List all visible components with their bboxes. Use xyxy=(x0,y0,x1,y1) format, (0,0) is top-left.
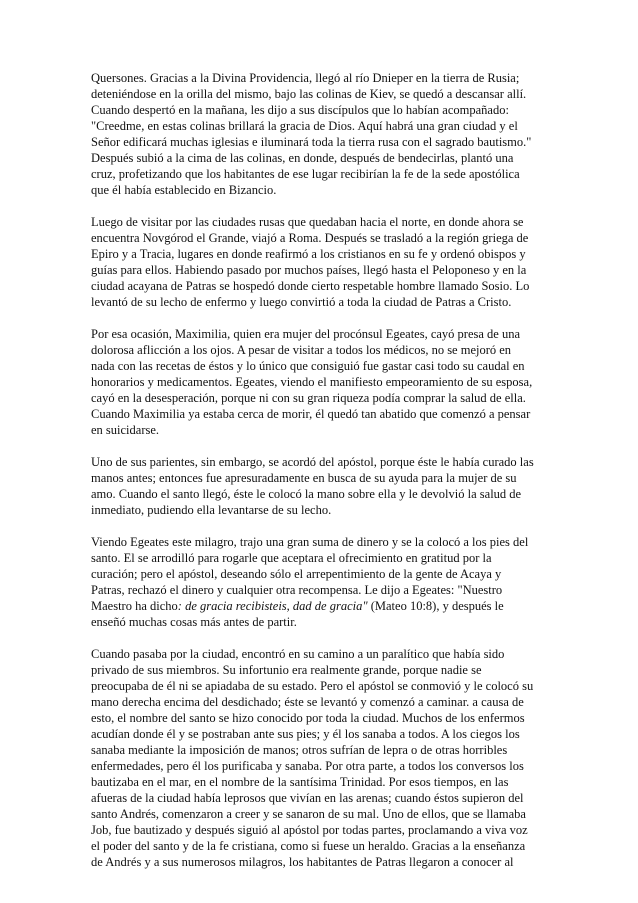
text-line: curación; pero el apóstol, deseando sólo el arrepentimiento de la gente de Acaya y xyxy=(91,567,502,581)
text-line: amo. Cuando el santo llegó, éste le colocó la mano sobre ella y le devolvió la salud de xyxy=(91,487,522,501)
text-line: cayó en la desesperación, porque ni con su gran riqueza podía comprar la salud de ella. xyxy=(91,391,526,405)
text-line: acudían donde él y se postraban ante sus pies; y él los sanaba a todos. A los ciegos los xyxy=(91,727,520,741)
text-line: privado de sus miembros. Su infortunio era realmente grande, porque nadie se xyxy=(91,663,482,677)
text-line: nada con las recetas de éstos y lo único que consiguió fue gastar casi todo su caudal en xyxy=(91,359,525,373)
text-line: de Andrés y a sus numerosos milagros, los habitantes de Patras llegaron a conocer al xyxy=(91,855,514,869)
text-line: ciudad acayana de Patras se hospedó donde cierto respetable hombre llamado Sosio. Lo xyxy=(91,279,530,293)
text-line: santo Andrés, comenzaron a creer y se sanaron de su mal. Uno de ellos, que se llamaba xyxy=(91,807,526,821)
paragraph-3 xyxy=(91,326,561,438)
text-line: enseñó muchas cosas más antes de partir. xyxy=(91,615,297,629)
text-line: bautizaba en el mar, en el nombre de la santísima Trinidad. Por esos tiempos, en las xyxy=(91,775,509,789)
text-line: Luego de visitar por las ciudades rusas que quedaban hacia el norte, en donde ahora se xyxy=(91,215,524,229)
document-page xyxy=(91,70,561,870)
text-line: dolorosa aflicción a los ojos. A pesar de visitar a todos los médicos, no se mejoró en xyxy=(91,343,512,357)
text-line: que él había establecido en Bizancio. xyxy=(91,183,277,197)
text-line: deteniéndose en la orilla del mismo, bajo las colinas de Kiev, se quedó a descansar allí. xyxy=(91,87,527,101)
text-line: Cuando pasaba por la ciudad, encontró en su camino a un paralítico que había sido xyxy=(91,647,505,661)
text-line: Después subió a la cima de las colinas, en donde, después de bendecirlas, plantó una xyxy=(91,151,514,165)
scripture-quote: : de gracia recibisteis, dad de gracia" xyxy=(177,599,368,613)
text-line: inmediato, pudiendo ella levantarse de su lecho. xyxy=(91,503,332,517)
text-line: santo. El se arrodilló para rogarle que aceptara el ofrecimiento en gratitud por la xyxy=(91,551,492,565)
text-line: encuentra Novgórod el Grande, viajó a Roma. Después se trasladó a la región griega de xyxy=(91,231,529,245)
text-line: Cuando despertó en la mañana, les dijo a sus discípulos que lo habían acompañado: xyxy=(91,103,509,117)
text-line: Patras, rechazó el dinero y cualquier otra recompensa. Le dijo a Egeates: "Nuestro xyxy=(91,583,503,597)
text-line: Por esa ocasión, Maximilia, quien era mujer del procónsul Egeates, cayó presa de una xyxy=(91,327,521,341)
text-line: Job, fue bautizado y después siguió al apóstol por todas partes, proclamando a viva voz xyxy=(91,823,528,837)
text-line: honorarios y medicamentos. Egeates, viendo el manifiesto empeoramiento de su esposa, xyxy=(91,375,533,389)
text-line: Quersones. Gracias a la Divina Providencia, llegó al río Dnieper en la tierra de Rusia; xyxy=(91,71,520,85)
text-line: Cuando Maximilia ya estaba cerca de morir, él quedó tan abatido que comenzó a pensar xyxy=(91,407,531,421)
paragraph-1 xyxy=(91,70,561,198)
quote-lead-text: Maestro ha dicho xyxy=(91,599,178,613)
text-line: guías para ellos. Habiendo pasado por muchos países, llegó hasta el Peloponeso y en la xyxy=(91,263,527,277)
paragraph-2 xyxy=(91,214,561,310)
text-line: el poder del santo y de la fe cristiana, como si fuese un heraldo. Gracias a la enseñanza xyxy=(91,839,526,853)
text-line: Viendo Egeates este milagro, trajo una gran suma de dinero y se la colocó a los pies del xyxy=(91,535,529,549)
text-line: esto, el nombre del santo se hizo conocido por toda la ciudad. Muchos de los enfermos xyxy=(91,711,525,725)
text-line-quote xyxy=(91,598,561,614)
text-line: manos antes; entonces fue apresuradamente en busca de su ayuda para la mujer de su xyxy=(91,471,517,485)
paragraph-4 xyxy=(91,454,561,518)
paragraph-6 xyxy=(91,646,561,870)
text-line: "Creedme, en estas colinas brillará la gracia de Dios. Aquí habrá una gran ciudad y el xyxy=(91,119,518,133)
text-line: en suicidarse. xyxy=(91,423,160,437)
text-line: mano derecha encima del desdichado; éste se levantó y comenzó a caminar. a causa de xyxy=(91,695,524,709)
quote-tail-text: (Mateo 10:8), y después le xyxy=(367,599,504,613)
text-line: levantó de su lecho de enfermo y luego convirtió a toda la ciudad de Patras a Cristo. xyxy=(91,295,512,309)
text-line: cruz, profetizando que los habitantes de ese lugar recibirían la fe de la sede apostólica xyxy=(91,167,520,181)
text-line: Uno de sus parientes, sin embargo, se acordó del apóstol, porque éste le había curado las xyxy=(91,455,534,469)
text-line: Señor edificará muchas iglesias e iluminará toda la tierra rusa con el sagrado bautismo." xyxy=(91,135,532,149)
text-line: afueras de la ciudad había leprosos que vivían en las arenas; cuando éstos supieron del xyxy=(91,791,524,805)
text-line: enfermedades, pero él los purificaba y sanaba. Por otra parte, a todos los conversos los xyxy=(91,759,524,773)
text-line: sanaba mediante la imposición de manos; otros sufrían de lepra o de otras horribles xyxy=(91,743,508,757)
text-line: preocupaba de él ni se apiadaba de su estado. Pero el apóstol se conmovió y le colocó su xyxy=(91,679,534,693)
paragraph-5 xyxy=(91,534,561,630)
text-line: Epiro y a Tracia, lugares en donde reafirmó a los cristianos en su fe y ordenó obispos y xyxy=(91,247,526,261)
